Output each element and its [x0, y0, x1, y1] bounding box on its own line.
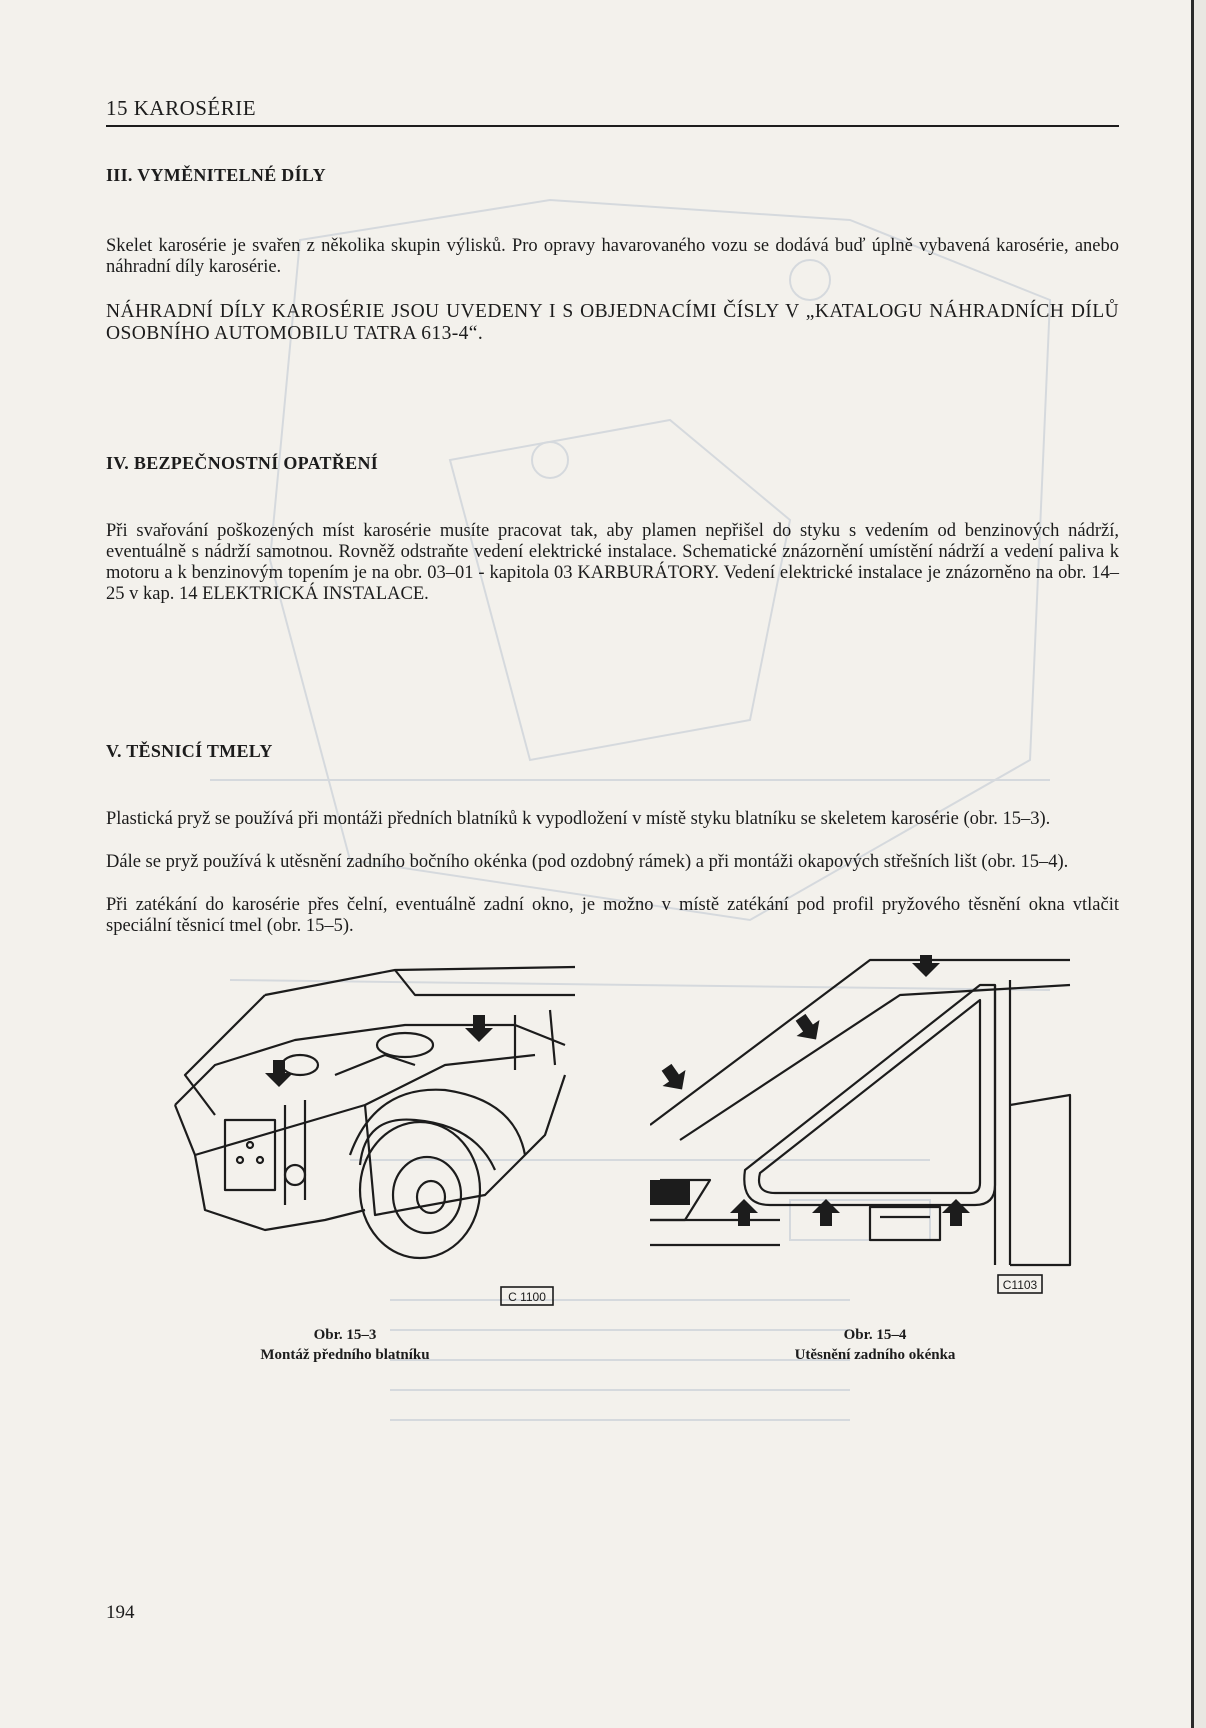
figure-code-c1100: C 1100	[508, 1290, 546, 1304]
paragraph-katalog-notice: NÁHRADNÍ DÍLY KAROSÉRIE JSOU UVEDENY I S OBJEDNACÍMI ČÍSLY V „KATALOGU NÁHRADNÍCH DÍLŮ OSOBNÍHO AUTOMOBILU TATRA 613-4“.	[106, 301, 1119, 344]
figure-caption-15-3: Montáž předního blatníku	[260, 1347, 430, 1363]
binding-edge	[1191, 0, 1194, 1728]
section-title-tesnici-tmely: V. TĚSNICÍ TMELY	[106, 741, 273, 761]
figure-front-fender-drawing	[155, 955, 575, 1315]
paragraph-zatekani: Při zatékání do karosérie přes čelní, eventuálně zadní okno, je možno v místě zatékání pod profil pryžového těsnění okna vtlačit speciální těsnicí tmel (obr. 15–5).	[106, 895, 1119, 936]
paragraph-dale-pryz: Dále se pryž používá k utěsnění zadního bočního okénka (pod ozdobný rámek) a při montáži okapových střešních lišt (obr. 15–4).	[106, 852, 1069, 872]
page-edge-shadow	[1194, 0, 1206, 1728]
paragraph-svarovani: Při svařování poškozených míst karosérie musíte pracovat tak, aby plamen nepřišel do styku s vedením od benzinových nádrží, eventuálně s nádrží samotnou. Rovněž odstraňte vedení elektrické instalace. Schematické znázornění umístění nádrží a vedení paliva k motoru a k benzinovým topením je na obr. 03–01 - kapitola 03 KARBURÁTORY. Vedení elektrické instalace je znázorněno na obr. 14–25 v kap. 14 ELEKTRICKÁ INSTALACE.	[106, 521, 1119, 604]
figure-caption-15-4: Utěsnění zadního okénka	[794, 1347, 956, 1363]
figure-number-15-4: Obr. 15–4	[843, 1327, 907, 1343]
paragraph-skelet: Skelet karosérie je svařen z několika skupin výlisků. Pro opravy havarovaného vozu se dodává buď úplně vybavená karosérie, anebo náhradní díly karosérie.	[106, 236, 1119, 277]
figure-rear-window-drawing	[650, 955, 1080, 1315]
paragraph-plasticka-pryz: Plastická pryž se používá při montáži předních blatníků k vypodložení v místě styku blatníku se skeletem karosérie (obr. 15–3).	[106, 809, 1051, 829]
header-rule	[106, 125, 1119, 127]
figure-number-15-3: Obr. 15–3	[313, 1327, 377, 1343]
section-title-bezpecnostni-opatreni: IV. BEZPEČNOSTNÍ OPATŘENÍ	[106, 453, 379, 473]
page-number: 194	[106, 1602, 135, 1623]
figure-code-c1103: C1103	[1002, 1278, 1038, 1292]
running-header: 15 KAROSÉRIE	[106, 96, 257, 120]
section-title-vymenitelne-dily: III. VYMĚNITELNÉ DÍLY	[106, 165, 326, 185]
